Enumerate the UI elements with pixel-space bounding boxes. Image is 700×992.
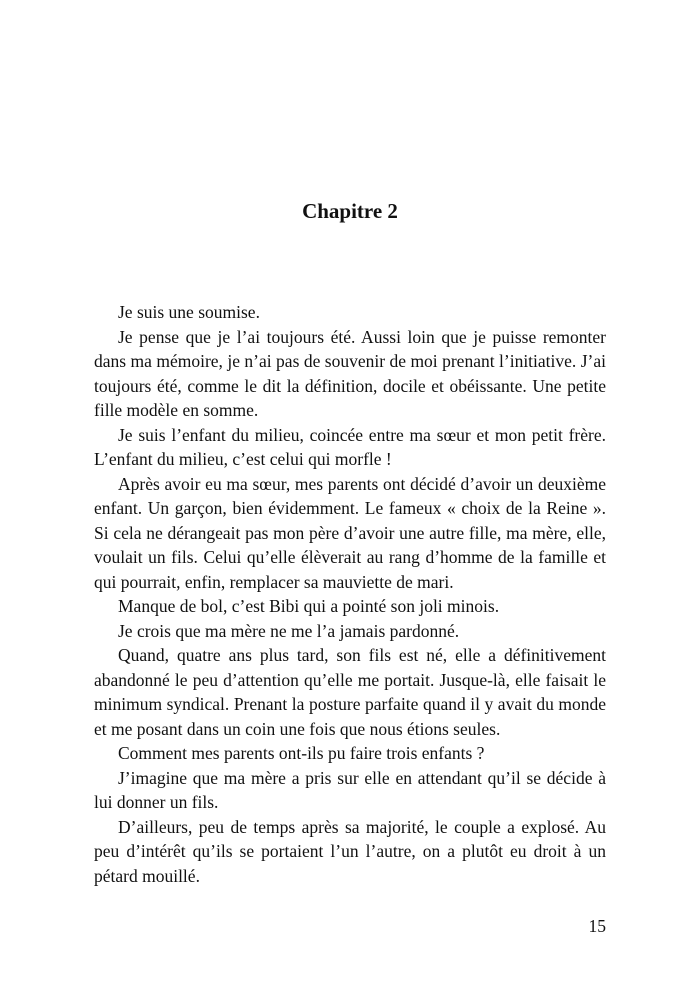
paragraph: J’imagine que ma mère a pris sur elle en attendant qu’il se décide à lui donner un fils. bbox=[94, 767, 606, 812]
paragraph: Je suis une soumise. bbox=[118, 302, 260, 322]
paragraph: Je pense que je l’ai toujours été. Aussi loin que je puisse remonter dans ma mémoire, je n’ai pas de souvenir de moi prenant l’initiative. J’ai toujours été, comme le dit la définition, docile et obéissante. Une petite fille modèle en somme. bbox=[94, 326, 606, 420]
paragraph: Quand, quatre ans plus tard, son fils est né, elle a définitivement abandonné le peu d’attention qu’elle me portait. Jusque-là, elle faisait le minimum syndical. Prenant la posture parfaite quand il y avait du monde et me posant dans un coin une fois que nous étions seules. bbox=[94, 645, 606, 739]
paragraph: Manque de bol, c’est Bibi qui a pointé son joli minois. bbox=[118, 596, 500, 616]
paragraph: Comment mes parents ont-ils pu faire trois enfants ? bbox=[118, 743, 485, 763]
chapter-title: Chapitre 2 bbox=[302, 199, 398, 223]
page-number: 15 bbox=[588, 916, 606, 936]
paragraph: Je crois que ma mère ne me l’a jamais pardonné. bbox=[118, 620, 460, 641]
paragraph: Je suis l’enfant du milieu, coincée entre ma sœur et mon petit frère. L’enfant du milieu, c’est celui qui morfle ! bbox=[94, 424, 606, 469]
paragraph: Après avoir eu ma sœur, mes parents ont décidé d’avoir un deuxième enfant. Un garçon, bien évidemment. Le fameux « choix de la Reine ». Si cela ne dérangeait pas mon père d’avoir une autre fille, ma mère, elle, voulait un fils. Celui qu’elle élèverait au rang d’homme de la famille et qui pourrait, enfin, remplacer sa mauviette de mari. bbox=[94, 473, 606, 592]
paragraph: D’ailleurs, peu de temps après sa majorité, le couple a explosé. Au peu d’intérêt qu’ils se portaient l’un l’autre, on a plutôt eu droit à un pétard mouillé. bbox=[94, 816, 606, 886]
chapter-body bbox=[94, 300, 606, 888]
